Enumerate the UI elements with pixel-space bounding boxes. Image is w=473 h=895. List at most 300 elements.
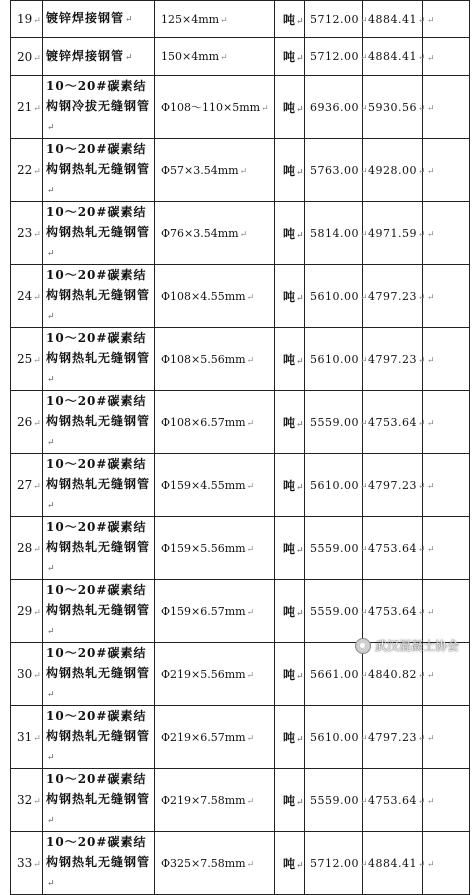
item-unit-text: 吨	[283, 226, 296, 241]
paragraph-mark: ↵	[261, 104, 269, 114]
row-number-text: 26	[17, 415, 33, 429]
paragraph-mark: ↵	[360, 15, 369, 26]
item-name-text: 镀锌焊接钢管	[46, 48, 125, 63]
paragraph-mark: ↵	[418, 229, 427, 240]
price-tax-excluded-text: 4753.64	[368, 793, 417, 807]
paragraph-mark: ↵	[418, 607, 427, 618]
price-tax-included	[305, 580, 369, 643]
paragraph-mark: ↵	[33, 53, 41, 64]
item-spec-text: Φ219×5.56mm	[161, 667, 246, 681]
price-tax-excluded-text: 4884.41	[368, 12, 417, 26]
paragraph-mark: ↵	[33, 356, 41, 366]
table-row	[11, 202, 470, 265]
paragraph-mark: ↵	[360, 103, 369, 114]
paragraph-mark: ↵	[296, 16, 304, 27]
item-name-text: 10～20#碳素结构钢热轧无缝钢管	[46, 520, 151, 554]
price-tax-excluded-text: 4753.64	[368, 415, 417, 429]
item-unit-text: 吨	[283, 541, 296, 556]
paragraph-mark: ↵	[246, 733, 255, 744]
item-name-text: 10～20#碳素结构钢热轧无缝钢管	[46, 835, 151, 869]
remark-cell	[423, 769, 470, 832]
watermark	[355, 637, 459, 654]
item-name	[43, 391, 155, 454]
price-tax-included	[305, 391, 369, 454]
item-spec	[155, 643, 275, 706]
price-tax-excluded	[363, 706, 427, 769]
item-spec-text: Φ108×6.57mm	[161, 415, 246, 429]
item-unit-text: 吨	[283, 856, 296, 871]
price-tax-included-text: 5661.00	[310, 667, 359, 681]
price-tax-included	[305, 139, 369, 202]
paragraph-mark: ↵	[418, 670, 427, 681]
row-number	[11, 517, 43, 580]
item-spec	[155, 1, 275, 38]
item-name	[43, 454, 155, 517]
paragraph-mark: ↵	[246, 544, 255, 555]
item-unit	[275, 706, 305, 769]
row-number-text: 25	[17, 352, 33, 366]
item-spec-text: Φ219×7.58mm	[161, 793, 246, 807]
row-number	[11, 454, 43, 517]
item-unit	[275, 328, 305, 391]
table-row	[11, 517, 470, 580]
item-spec-text: 125×4mm	[161, 12, 220, 26]
item-name	[43, 832, 155, 895]
wechat-icon	[355, 638, 371, 654]
row-number	[11, 1, 43, 38]
price-tax-included	[305, 643, 369, 706]
item-unit-text: 吨	[283, 352, 296, 367]
table-row	[11, 454, 470, 517]
paragraph-mark: ↵	[296, 104, 304, 115]
remark-cell	[423, 454, 470, 517]
paragraph-mark: ↵	[47, 564, 56, 574]
paragraph-mark: ↵	[296, 860, 304, 871]
item-spec	[155, 769, 275, 832]
paragraph-mark: ↵	[360, 544, 369, 555]
paragraph-mark: ↵	[296, 734, 304, 745]
table-row	[11, 328, 470, 391]
item-name	[43, 38, 155, 76]
price-tax-excluded	[363, 328, 427, 391]
item-unit-text: 吨	[283, 50, 296, 64]
paragraph-mark: ↵	[360, 733, 369, 744]
item-spec-text: Φ108×5.56mm	[161, 352, 246, 366]
item-unit-text: 吨	[283, 730, 296, 745]
paragraph-mark: ↵	[296, 54, 304, 64]
remark-cell	[423, 265, 470, 328]
item-spec-text: Φ108×4.55mm	[161, 289, 246, 303]
price-tax-included	[305, 706, 369, 769]
item-unit-text: 吨	[283, 289, 296, 304]
paragraph-mark: ↵	[33, 16, 41, 26]
paragraph-mark: ↵	[418, 481, 427, 492]
item-unit	[275, 1, 305, 38]
paragraph-mark: ↵	[246, 481, 255, 492]
item-spec	[155, 454, 275, 517]
item-spec-text: Φ57×3.54mm	[161, 163, 239, 177]
paragraph-mark: ↵	[427, 53, 435, 64]
paragraph-mark: ↵	[427, 608, 435, 618]
paragraph-mark: ↵	[296, 419, 304, 430]
paragraph-mark: ↵	[418, 796, 427, 807]
paragraph-mark: ↵	[296, 356, 304, 367]
paragraph-mark: ↵	[427, 860, 435, 870]
row-number	[11, 139, 43, 202]
item-unit-text: 吨	[283, 12, 296, 27]
item-unit-text: 吨	[283, 604, 296, 619]
row-number-text: 27	[17, 478, 33, 492]
paragraph-mark: ↵	[47, 879, 56, 889]
item-unit	[275, 769, 305, 832]
price-tax-included-text: 5559.00	[310, 541, 359, 555]
row-number	[11, 706, 43, 769]
item-spec-text: Φ325×7.58mm	[161, 856, 246, 870]
paragraph-mark: ↵	[246, 292, 255, 303]
table-row	[11, 706, 470, 769]
item-spec	[155, 517, 275, 580]
row-number	[11, 643, 43, 706]
item-unit	[275, 139, 305, 202]
paragraph-mark: ↵	[296, 797, 304, 808]
price-tax-excluded-text: 4840.82	[368, 667, 417, 681]
paragraph-mark: ↵	[47, 249, 56, 259]
row-number-text: 20	[17, 49, 33, 64]
price-tax-excluded	[363, 202, 427, 265]
paragraph-mark: ↵	[33, 734, 41, 744]
price-tax-excluded	[363, 832, 427, 895]
price-tax-included-text: 5610.00	[310, 730, 359, 744]
paragraph-mark: ↵	[33, 230, 41, 240]
row-number	[11, 769, 43, 832]
row-number-text: 31	[17, 730, 33, 744]
price-tax-excluded-text: 5930.56	[368, 100, 417, 114]
price-tax-included-text: 5559.00	[310, 793, 359, 807]
item-unit-text: 吨	[283, 163, 296, 178]
price-tax-included	[305, 769, 369, 832]
item-name	[43, 580, 155, 643]
paragraph-mark: ↵	[47, 690, 56, 700]
item-name-text: 10～20#碳素结构钢热轧无缝钢管	[46, 583, 151, 617]
paragraph-mark: ↵	[360, 292, 369, 303]
price-tax-excluded	[363, 265, 427, 328]
paragraph-mark: ↵	[33, 293, 41, 303]
paragraph-mark: ↵	[360, 481, 369, 492]
row-number-text: 19	[17, 12, 33, 26]
item-spec-text: Φ108～110×5mm	[161, 101, 261, 114]
price-tax-included-text: 6936.00	[310, 100, 359, 114]
remark-cell	[423, 1, 470, 38]
paragraph-mark: ↵	[418, 859, 427, 870]
item-unit-text: 吨	[283, 415, 296, 430]
paragraph-mark: ↵	[47, 375, 56, 385]
paragraph-mark: ↵	[220, 15, 228, 26]
paragraph-mark: ↵	[418, 544, 427, 555]
remark-cell	[423, 139, 470, 202]
table-row	[11, 580, 470, 643]
paragraph-mark: ↵	[360, 796, 369, 807]
price-tax-included-text: 5559.00	[310, 604, 359, 618]
paragraph-mark: ↵	[427, 356, 435, 366]
table-row	[11, 38, 470, 76]
row-number	[11, 38, 43, 76]
paragraph-mark: ↵	[360, 670, 369, 681]
row-number	[11, 832, 43, 895]
paragraph-mark: ↵	[246, 418, 255, 429]
row-number	[11, 76, 43, 139]
paragraph-mark: ↵	[418, 166, 427, 177]
price-table	[10, 0, 470, 895]
row-number-text: 22	[17, 163, 33, 177]
paragraph-mark: ↵	[47, 123, 56, 133]
price-tax-excluded	[363, 517, 427, 580]
paragraph-mark: ↵	[296, 482, 304, 493]
paragraph-mark: ↵	[33, 545, 41, 555]
watermark-text: 武汉混凝土协会	[374, 639, 459, 653]
paragraph-mark: ↵	[47, 312, 56, 322]
price-tax-excluded-text: 4884.41	[368, 50, 417, 63]
item-name	[43, 769, 155, 832]
price-tax-included-text: 5610.00	[310, 478, 359, 492]
item-name	[43, 643, 155, 706]
item-name	[43, 706, 155, 769]
price-tax-excluded-text: 4797.23	[368, 289, 417, 303]
paragraph-mark: ↵	[47, 186, 56, 196]
item-spec	[155, 202, 275, 265]
item-spec	[155, 580, 275, 643]
remark-cell	[423, 202, 470, 265]
item-unit-text: 吨	[283, 793, 296, 808]
item-name-text: 10～20#碳素结构钢热轧无缝钢管	[46, 331, 151, 365]
paragraph-mark: ↵	[296, 545, 304, 556]
table-row	[11, 391, 470, 454]
paragraph-mark: ↵	[360, 418, 369, 429]
remark-cell	[423, 517, 470, 580]
price-tax-included-text: 5814.00	[310, 226, 359, 240]
paragraph-mark: ↵	[418, 418, 427, 429]
paragraph-mark: ↵	[360, 859, 369, 870]
price-tax-excluded	[363, 139, 427, 202]
row-number	[11, 391, 43, 454]
item-unit	[275, 643, 305, 706]
table-row	[11, 265, 470, 328]
paragraph-mark: ↵	[427, 16, 435, 26]
paragraph-mark: ↵	[239, 229, 248, 240]
paragraph-mark: ↵	[47, 438, 56, 448]
item-spec-text: Φ159×5.56mm	[161, 541, 246, 555]
table-row	[11, 1, 470, 38]
paragraph-mark: ↵	[246, 670, 255, 681]
price-tax-excluded-text: 4753.64	[368, 604, 417, 618]
paragraph-mark: ↵	[125, 15, 134, 25]
item-spec	[155, 328, 275, 391]
item-name-text: 10～20#碳素结构钢热轧无缝钢管	[46, 394, 151, 428]
row-number	[11, 265, 43, 328]
paragraph-mark: ↵	[47, 627, 56, 637]
row-number-text: 29	[17, 604, 33, 618]
paragraph-mark: ↵	[220, 53, 228, 63]
item-spec	[155, 832, 275, 895]
paragraph-mark: ↵	[427, 797, 435, 807]
price-tax-excluded-text: 4884.41	[368, 856, 417, 870]
paragraph-mark: ↵	[33, 167, 41, 177]
paragraph-mark: ↵	[246, 796, 255, 807]
paragraph-mark: ↵	[33, 419, 41, 429]
paragraph-mark: ↵	[296, 293, 304, 304]
paragraph-mark: ↵	[360, 355, 369, 366]
item-spec	[155, 391, 275, 454]
row-number-text: 30	[17, 667, 33, 681]
item-name-text: 10～20#碳素结构钢热轧无缝钢管	[46, 205, 151, 239]
paragraph-mark: ↵	[296, 671, 304, 682]
remark-cell	[423, 76, 470, 139]
paragraph-mark: ↵	[418, 292, 427, 303]
paragraph-mark: ↵	[418, 733, 427, 744]
paragraph-mark: ↵	[427, 167, 435, 177]
item-spec	[155, 265, 275, 328]
price-tax-excluded	[363, 580, 427, 643]
table-row	[11, 769, 470, 832]
paragraph-mark: ↵	[296, 608, 304, 619]
item-spec	[155, 76, 275, 139]
price-tax-included	[305, 328, 369, 391]
table-row	[11, 139, 470, 202]
paragraph-mark: ↵	[33, 482, 41, 492]
paragraph-mark: ↵	[360, 53, 369, 63]
price-tax-included	[305, 454, 369, 517]
item-unit	[275, 265, 305, 328]
item-unit-text: 吨	[283, 478, 296, 493]
paragraph-mark: ↵	[418, 53, 427, 63]
item-unit	[275, 454, 305, 517]
price-tax-excluded-text: 4928.00	[368, 163, 417, 177]
remark-cell	[423, 832, 470, 895]
price-tax-excluded-text: 4971.59	[368, 226, 417, 240]
paragraph-mark: ↵	[427, 482, 435, 492]
paragraph-mark: ↵	[427, 293, 435, 303]
item-name-text: 10～20#碳素结构钢热轧无缝钢管	[46, 772, 151, 806]
remark-cell	[423, 391, 470, 454]
paragraph-mark: ↵	[246, 607, 255, 618]
paragraph-mark: ↵	[360, 607, 369, 618]
item-unit	[275, 76, 305, 139]
item-spec-text: Φ159×6.57mm	[161, 604, 246, 618]
item-spec-text: Φ219×6.57mm	[161, 730, 246, 744]
table-row	[11, 832, 470, 895]
item-name	[43, 76, 155, 139]
item-unit	[275, 832, 305, 895]
remark-cell	[423, 706, 470, 769]
item-unit	[275, 580, 305, 643]
row-number-text: 21	[17, 100, 33, 114]
item-name	[43, 265, 155, 328]
price-tax-included-text: 5610.00	[310, 352, 359, 366]
price-tax-excluded	[363, 76, 427, 139]
item-spec-text: Φ159×4.55mm	[161, 478, 246, 492]
item-unit	[275, 517, 305, 580]
price-tax-included	[305, 265, 369, 328]
item-spec-text: 150×4mm	[161, 50, 220, 63]
remark-cell	[423, 580, 470, 643]
item-name-text: 10～20#碳素结构钢热轧无缝钢管	[46, 709, 151, 743]
item-name	[43, 139, 155, 202]
item-name-text: 10～20#碳素结构钢热轧无缝钢管	[46, 268, 151, 302]
price-tax-excluded-text: 4797.23	[368, 352, 417, 366]
remark-cell	[423, 328, 470, 391]
paragraph-mark: ↵	[33, 671, 41, 681]
paragraph-mark: ↵	[360, 166, 369, 177]
paragraph-mark: ↵	[296, 230, 304, 241]
price-tax-excluded	[363, 38, 427, 76]
paragraph-mark: ↵	[296, 167, 304, 178]
row-number	[11, 202, 43, 265]
item-spec	[155, 706, 275, 769]
price-tax-excluded-text: 4797.23	[368, 478, 417, 492]
price-tax-excluded-text: 4797.23	[368, 730, 417, 744]
price-tax-included	[305, 517, 369, 580]
paragraph-mark: ↵	[47, 501, 56, 511]
row-number-text: 24	[17, 289, 33, 303]
item-unit	[275, 38, 305, 76]
paragraph-mark: ↵	[239, 166, 248, 177]
row-number-text: 28	[17, 541, 33, 555]
row-number	[11, 328, 43, 391]
price-tax-excluded	[363, 769, 427, 832]
remark-cell	[423, 38, 470, 76]
item-spec	[155, 38, 275, 76]
item-name	[43, 517, 155, 580]
paragraph-mark: ↵	[418, 15, 427, 26]
item-unit-text: 吨	[283, 667, 296, 682]
paragraph-mark: ↵	[427, 545, 435, 555]
price-tax-excluded	[363, 454, 427, 517]
price-tax-included-text: 5763.00	[310, 163, 359, 177]
price-tax-included-text: 5610.00	[310, 289, 359, 303]
price-tax-included	[305, 1, 369, 38]
paragraph-mark: ↵	[33, 104, 41, 114]
paragraph-mark: ↵	[33, 608, 41, 618]
price-tax-excluded-text: 4753.64	[368, 541, 417, 555]
item-name	[43, 1, 155, 38]
price-tax-included	[305, 38, 369, 76]
price-tax-included	[305, 76, 369, 139]
item-unit	[275, 202, 305, 265]
item-name-text: 10～20#碳素结构钢热轧无缝钢管	[46, 646, 151, 680]
paragraph-mark: ↵	[418, 355, 427, 366]
price-tax-included	[305, 202, 369, 265]
price-tax-included-text: 5712.00	[310, 50, 359, 63]
price-tax-excluded	[363, 1, 427, 38]
item-spec-text: Φ76×3.54mm	[161, 226, 239, 240]
row-number	[11, 580, 43, 643]
price-tax-included	[305, 832, 369, 895]
price-tax-included-text: 5712.00	[310, 12, 359, 26]
row-number-text: 23	[17, 226, 33, 240]
item-spec	[155, 139, 275, 202]
item-name-text: 镀锌焊接钢管	[46, 11, 125, 25]
paragraph-mark: ↵	[246, 355, 255, 366]
paragraph-mark: ↵	[33, 860, 41, 870]
paragraph-mark: ↵	[427, 734, 435, 744]
table-row	[11, 76, 470, 139]
item-name	[43, 328, 155, 391]
row-number-text: 33	[17, 856, 33, 870]
row-number-text: 32	[17, 793, 33, 807]
paragraph-mark: ↵	[33, 797, 41, 807]
price-tax-included-text: 5712.00	[310, 856, 359, 870]
price-tax-excluded	[363, 391, 427, 454]
item-unit-text: 吨	[283, 100, 296, 115]
